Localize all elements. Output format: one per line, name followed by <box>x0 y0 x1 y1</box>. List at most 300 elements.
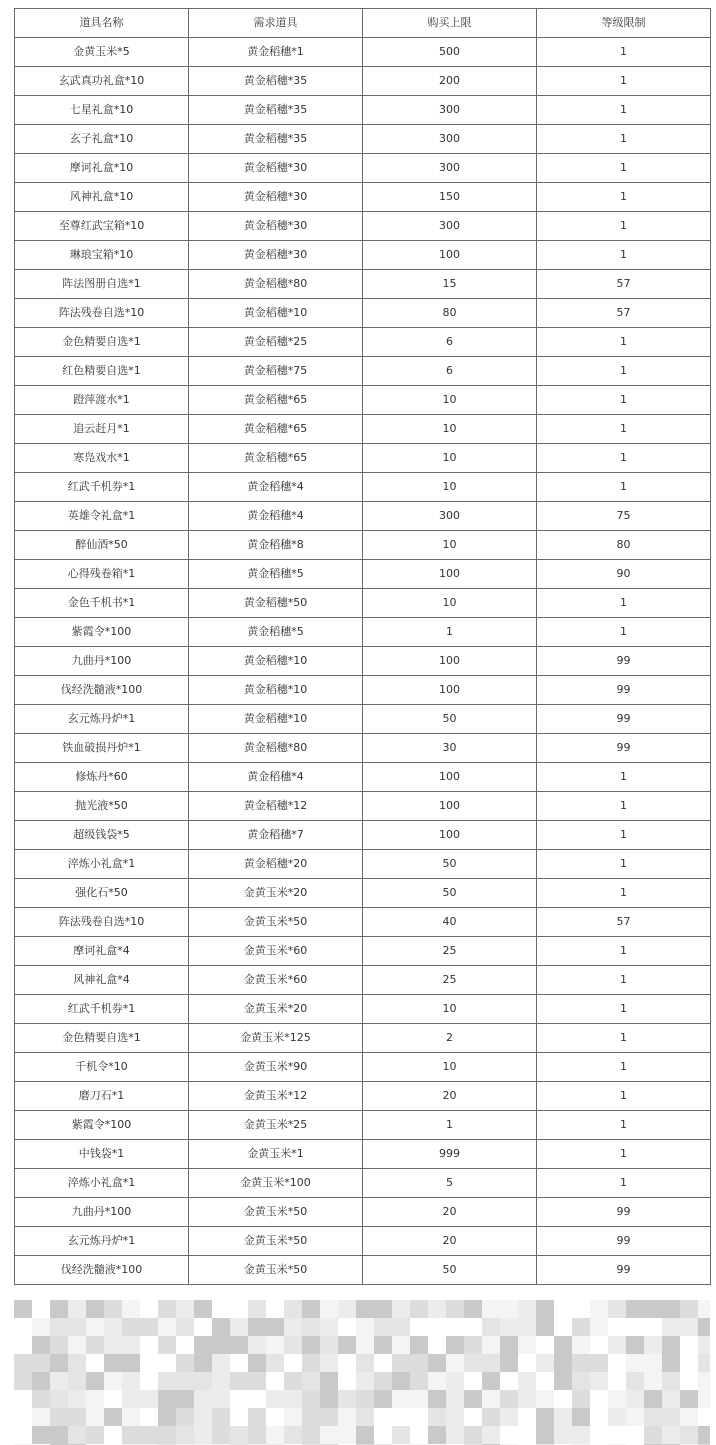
cell-item-name: 醉仙酒*50 <box>15 531 189 560</box>
mosaic-block <box>464 1300 482 1318</box>
table-row <box>15 1082 711 1111</box>
cell-purchase-limit: 10 <box>363 415 537 444</box>
mosaic-block <box>392 1318 410 1336</box>
cell-level-limit: 1 <box>537 328 711 357</box>
mosaic-block <box>662 1336 680 1354</box>
cell-purchase-limit: 100 <box>363 647 537 676</box>
table-row <box>15 444 711 473</box>
mosaic-block <box>482 1408 500 1426</box>
mosaic-block <box>194 1408 212 1426</box>
cell-item-name: 千机令*10 <box>15 1053 189 1082</box>
cell-purchase-limit: 6 <box>363 357 537 386</box>
mosaic-block <box>320 1336 338 1354</box>
mosaic-block <box>446 1354 464 1372</box>
cell-purchase-limit: 10 <box>363 995 537 1024</box>
mosaic-block <box>176 1372 194 1390</box>
mosaic-block <box>122 1336 140 1354</box>
cell-level-limit: 1 <box>537 212 711 241</box>
mosaic-block <box>230 1372 248 1390</box>
mosaic-block <box>86 1408 104 1426</box>
cell-purchase-limit: 10 <box>363 444 537 473</box>
mosaic-block <box>698 1318 710 1336</box>
mosaic-block <box>554 1372 572 1390</box>
mosaic-block <box>68 1426 86 1444</box>
mosaic-block <box>536 1408 554 1426</box>
table-row <box>15 1256 711 1285</box>
mosaic-block <box>518 1318 536 1336</box>
mosaic-block <box>86 1426 104 1444</box>
cell-purchase-limit: 10 <box>363 473 537 502</box>
mosaic-block <box>302 1336 320 1354</box>
cell-level-limit: 1 <box>537 966 711 995</box>
table-row <box>15 270 711 299</box>
mosaic-block <box>392 1300 410 1318</box>
mosaic-block <box>212 1354 230 1372</box>
cell-required-item: 黄金稻穗*4 <box>189 763 363 792</box>
cell-item-name: 红武千机券*1 <box>15 995 189 1024</box>
cell-purchase-limit: 20 <box>363 1198 537 1227</box>
cell-item-name: 阵法残卷自选*10 <box>15 299 189 328</box>
cell-purchase-limit: 40 <box>363 908 537 937</box>
mosaic-block <box>662 1354 680 1372</box>
cell-required-item: 黄金稻穗*1 <box>189 38 363 67</box>
cell-purchase-limit: 1 <box>363 1111 537 1140</box>
mosaic-block <box>104 1354 122 1372</box>
mosaic-block <box>32 1336 50 1354</box>
mosaic-block <box>500 1336 518 1354</box>
cell-purchase-limit: 50 <box>363 879 537 908</box>
table-row <box>15 1053 711 1082</box>
mosaic-block <box>428 1372 446 1390</box>
cell-item-name: 寒凫戏水*1 <box>15 444 189 473</box>
cell-required-item: 黄金稻穗*7 <box>189 821 363 850</box>
mosaic-block <box>248 1318 266 1336</box>
mosaic-block <box>518 1336 536 1354</box>
mosaic-block <box>644 1426 662 1444</box>
table-row <box>15 1227 711 1256</box>
mosaic-block <box>554 1426 572 1444</box>
mosaic-block <box>644 1372 662 1390</box>
mosaic-block <box>140 1318 158 1336</box>
mosaic-block <box>284 1336 302 1354</box>
mosaic-block <box>482 1318 500 1336</box>
mosaic-block <box>374 1372 392 1390</box>
cell-purchase-limit: 100 <box>363 560 537 589</box>
cell-required-item: 黄金稻穗*10 <box>189 705 363 734</box>
mosaic-block <box>572 1408 590 1426</box>
mosaic-block <box>698 1390 710 1408</box>
mosaic-block <box>482 1390 500 1408</box>
cell-item-name: 摩诃礼盒*4 <box>15 937 189 966</box>
mosaic-block <box>158 1426 176 1444</box>
shop-exchange-table <box>14 8 711 1285</box>
cell-purchase-limit: 25 <box>363 937 537 966</box>
cell-level-limit: 99 <box>537 1227 711 1256</box>
cell-purchase-limit: 10 <box>363 1053 537 1082</box>
cell-required-item: 金黄玉米*100 <box>189 1169 363 1198</box>
mosaic-block <box>680 1426 698 1444</box>
mosaic-block <box>410 1300 428 1318</box>
mosaic-block <box>104 1318 122 1336</box>
cell-item-name: 强化石*50 <box>15 879 189 908</box>
table-row <box>15 502 711 531</box>
mosaic-block <box>320 1426 338 1444</box>
mosaic-block <box>302 1390 320 1408</box>
cell-required-item: 金黄玉米*50 <box>189 1256 363 1285</box>
mosaic-block <box>572 1390 590 1408</box>
mosaic-block <box>338 1336 356 1354</box>
table-row <box>15 850 711 879</box>
mosaic-block <box>302 1318 320 1336</box>
cell-required-item: 金黄玉米*125 <box>189 1024 363 1053</box>
cell-level-limit: 1 <box>537 792 711 821</box>
mosaic-block <box>572 1336 590 1354</box>
mosaic-block <box>626 1354 644 1372</box>
mosaic-block <box>230 1336 248 1354</box>
mosaic-block <box>284 1372 302 1390</box>
cell-purchase-limit: 999 <box>363 1140 537 1169</box>
table-row <box>15 299 711 328</box>
cell-item-name: 淬炼小礼盒*1 <box>15 1169 189 1198</box>
cell-item-name: 中钱袋*1 <box>15 1140 189 1169</box>
mosaic-block <box>680 1318 698 1336</box>
cell-item-name: 英雄令礼盒*1 <box>15 502 189 531</box>
mosaic-block <box>32 1426 50 1444</box>
mosaic-block <box>176 1300 194 1318</box>
mosaic-block <box>212 1336 230 1354</box>
mosaic-block <box>266 1390 284 1408</box>
cell-item-name: 抛光液*50 <box>15 792 189 821</box>
mosaic-block <box>626 1372 644 1390</box>
cell-required-item: 黄金稻穗*5 <box>189 560 363 589</box>
table-row <box>15 328 711 357</box>
mosaic-block <box>158 1318 176 1336</box>
mosaic-block <box>680 1390 698 1408</box>
table-row <box>15 734 711 763</box>
cell-required-item: 黄金稻穗*25 <box>189 328 363 357</box>
mosaic-block <box>86 1372 104 1390</box>
mosaic-block <box>68 1372 86 1390</box>
mosaic-block <box>176 1318 194 1336</box>
table-row <box>15 589 711 618</box>
cell-item-name: 阵法残卷自选*10 <box>15 908 189 937</box>
table-row <box>15 560 711 589</box>
mosaic-block <box>680 1300 698 1318</box>
table-header-row <box>15 9 711 38</box>
table-row <box>15 1024 711 1053</box>
mosaic-block <box>644 1336 662 1354</box>
cell-item-name: 风神礼盒*4 <box>15 966 189 995</box>
mosaic-block <box>248 1408 266 1426</box>
cell-item-name: 紫霞令*100 <box>15 618 189 647</box>
cell-item-name: 九曲丹*100 <box>15 1198 189 1227</box>
cell-item-name: 铁血破损丹炉*1 <box>15 734 189 763</box>
mosaic-block <box>284 1300 302 1318</box>
mosaic-block <box>194 1354 212 1372</box>
cell-purchase-limit: 100 <box>363 676 537 705</box>
mosaic-block <box>374 1336 392 1354</box>
header-required-item: 需求道具 <box>189 9 363 38</box>
cell-item-name: 玄元炼丹炉*1 <box>15 1227 189 1256</box>
cell-level-limit: 1 <box>537 183 711 212</box>
mosaic-block <box>230 1426 248 1444</box>
cell-level-limit: 99 <box>537 676 711 705</box>
mosaic-block <box>392 1390 410 1408</box>
mosaic-block <box>500 1318 518 1336</box>
mosaic-block <box>122 1354 140 1372</box>
mosaic-block <box>446 1426 464 1444</box>
table-row <box>15 937 711 966</box>
cell-item-name: 心得残卷箱*1 <box>15 560 189 589</box>
cell-required-item: 黄金稻穗*65 <box>189 415 363 444</box>
mosaic-block <box>410 1336 428 1354</box>
cell-item-name: 琳琅宝箱*10 <box>15 241 189 270</box>
mosaic-block <box>572 1426 590 1444</box>
cell-item-name: 风神礼盒*10 <box>15 183 189 212</box>
mosaic-block <box>302 1408 320 1426</box>
mosaic-block <box>158 1390 176 1408</box>
mosaic-block <box>266 1336 284 1354</box>
cell-purchase-limit: 25 <box>363 966 537 995</box>
mosaic-block <box>446 1408 464 1426</box>
mosaic-block <box>68 1300 86 1318</box>
mosaic-block <box>536 1426 554 1444</box>
mosaic-block <box>194 1372 212 1390</box>
cell-purchase-limit: 300 <box>363 212 537 241</box>
cell-purchase-limit: 500 <box>363 38 537 67</box>
cell-purchase-limit: 300 <box>363 96 537 125</box>
cell-item-name: 摩诃礼盒*10 <box>15 154 189 183</box>
mosaic-block <box>554 1354 572 1372</box>
header-level-limit: 等级限制 <box>537 9 711 38</box>
mosaic-block <box>86 1390 104 1408</box>
table-row <box>15 1169 711 1198</box>
cell-level-limit: 1 <box>537 937 711 966</box>
mosaic-block <box>248 1354 266 1372</box>
mosaic-block <box>608 1390 626 1408</box>
mosaic-block <box>284 1408 302 1426</box>
mosaic-block <box>662 1300 680 1318</box>
table-row <box>15 1198 711 1227</box>
mosaic-block <box>500 1354 518 1372</box>
mosaic-block <box>212 1426 230 1444</box>
cell-level-limit: 1 <box>537 38 711 67</box>
mosaic-block <box>662 1408 680 1426</box>
cell-required-item: 黄金稻穗*80 <box>189 270 363 299</box>
cell-required-item: 黄金稻穗*65 <box>189 386 363 415</box>
mosaic-block <box>644 1300 662 1318</box>
cell-required-item: 黄金稻穗*35 <box>189 125 363 154</box>
table-row <box>15 473 711 502</box>
cell-item-name: 玄元炼丹炉*1 <box>15 705 189 734</box>
mosaic-block <box>122 1390 140 1408</box>
mosaic-block <box>572 1318 590 1336</box>
cell-required-item: 金黄玉米*50 <box>189 908 363 937</box>
mosaic-block <box>140 1426 158 1444</box>
mosaic-block <box>626 1300 644 1318</box>
cell-required-item: 金黄玉米*20 <box>189 995 363 1024</box>
table-row <box>15 966 711 995</box>
mosaic-block <box>284 1390 302 1408</box>
cell-item-name: 玄武真功礼盒*10 <box>15 67 189 96</box>
mosaic-block <box>68 1408 86 1426</box>
mosaic-block <box>104 1336 122 1354</box>
mosaic-block <box>176 1390 194 1408</box>
mosaic-block <box>320 1354 338 1372</box>
mosaic-block <box>320 1408 338 1426</box>
mosaic-block <box>302 1300 320 1318</box>
cell-level-limit: 1 <box>537 850 711 879</box>
mosaic-block <box>392 1426 410 1444</box>
table-row <box>15 386 711 415</box>
mosaic-block <box>554 1408 572 1426</box>
cell-required-item: 黄金稻穗*10 <box>189 676 363 705</box>
mosaic-block <box>662 1426 680 1444</box>
cell-required-item: 黄金稻穗*50 <box>189 589 363 618</box>
cell-purchase-limit: 50 <box>363 850 537 879</box>
cell-level-limit: 1 <box>537 415 711 444</box>
mosaic-block <box>356 1408 374 1426</box>
cell-item-name: 金黄玉米*5 <box>15 38 189 67</box>
mosaic-block <box>86 1318 104 1336</box>
cell-item-name: 至尊红武宝箱*10 <box>15 212 189 241</box>
cell-item-name: 伐经洗髓液*100 <box>15 676 189 705</box>
mosaic-block <box>608 1408 626 1426</box>
mosaic-block <box>176 1408 194 1426</box>
cell-level-limit: 1 <box>537 67 711 96</box>
mosaic-block <box>104 1408 122 1426</box>
cell-required-item: 黄金稻穗*30 <box>189 241 363 270</box>
mosaic-block <box>608 1336 626 1354</box>
table-row <box>15 154 711 183</box>
mosaic-block <box>32 1318 50 1336</box>
mosaic-block <box>68 1336 86 1354</box>
mosaic-block <box>194 1300 212 1318</box>
mosaic-block <box>320 1300 338 1318</box>
mosaic-block <box>266 1426 284 1444</box>
cell-required-item: 金黄玉米*60 <box>189 966 363 995</box>
mosaic-block <box>194 1426 212 1444</box>
cell-level-limit: 57 <box>537 299 711 328</box>
cell-level-limit: 1 <box>537 1111 711 1140</box>
mosaic-block <box>410 1390 428 1408</box>
mosaic-block <box>104 1372 122 1390</box>
mosaic-block <box>50 1300 68 1318</box>
mosaic-block <box>608 1300 626 1318</box>
header-item-name: 道具名称 <box>15 9 189 38</box>
mosaic-block <box>212 1318 230 1336</box>
table-row <box>15 531 711 560</box>
cell-level-limit: 1 <box>537 763 711 792</box>
cell-required-item: 黄金稻穗*10 <box>189 647 363 676</box>
cell-level-limit: 1 <box>537 125 711 154</box>
mosaic-block <box>626 1408 644 1426</box>
table-row <box>15 357 711 386</box>
cell-purchase-limit: 50 <box>363 1256 537 1285</box>
cell-level-limit: 1 <box>537 357 711 386</box>
mosaic-block <box>698 1336 710 1354</box>
mosaic-block <box>158 1372 176 1390</box>
mosaic-block <box>500 1390 518 1408</box>
mosaic-block <box>428 1408 446 1426</box>
table-row <box>15 647 711 676</box>
mosaic-block <box>68 1354 86 1372</box>
cell-level-limit: 1 <box>537 96 711 125</box>
cell-level-limit: 1 <box>537 995 711 1024</box>
cell-purchase-limit: 100 <box>363 763 537 792</box>
mosaic-block <box>302 1426 320 1444</box>
mosaic-block <box>698 1300 710 1318</box>
cell-purchase-limit: 100 <box>363 792 537 821</box>
table-row <box>15 241 711 270</box>
cell-level-limit: 90 <box>537 560 711 589</box>
mosaic-block <box>662 1372 680 1390</box>
mosaic-block <box>230 1318 248 1336</box>
cell-item-name: 超级钱袋*5 <box>15 821 189 850</box>
mosaic-block <box>698 1426 710 1444</box>
table-row <box>15 1140 711 1169</box>
cell-purchase-limit: 10 <box>363 386 537 415</box>
mosaic-block <box>500 1408 518 1426</box>
table-row <box>15 821 711 850</box>
mosaic-block <box>14 1300 32 1318</box>
cell-level-limit: 99 <box>537 1256 711 1285</box>
cell-item-name: 红色精要自选*1 <box>15 357 189 386</box>
mosaic-block <box>14 1372 32 1390</box>
cell-item-name: 追云赶月*1 <box>15 415 189 444</box>
cell-required-item: 黄金稻穗*12 <box>189 792 363 821</box>
cell-required-item: 金黄玉米*50 <box>189 1198 363 1227</box>
mosaic-block <box>518 1372 536 1390</box>
mosaic-block <box>320 1390 338 1408</box>
mosaic-block <box>392 1354 410 1372</box>
mosaic-block <box>626 1336 644 1354</box>
mosaic-block <box>302 1372 320 1390</box>
mosaic-block <box>410 1372 428 1390</box>
cell-required-item: 黄金稻穗*65 <box>189 444 363 473</box>
cell-item-name: 磨刀石*1 <box>15 1082 189 1111</box>
cell-required-item: 金黄玉米*60 <box>189 937 363 966</box>
cell-item-name: 九曲丹*100 <box>15 647 189 676</box>
cell-level-limit: 57 <box>537 908 711 937</box>
cell-required-item: 黄金稻穗*30 <box>189 212 363 241</box>
mosaic-block <box>50 1426 68 1444</box>
mosaic-block <box>320 1372 338 1390</box>
cell-required-item: 金黄玉米*20 <box>189 879 363 908</box>
cell-purchase-limit: 6 <box>363 328 537 357</box>
cell-item-name: 修炼丹*60 <box>15 763 189 792</box>
table-row <box>15 792 711 821</box>
table-row <box>15 96 711 125</box>
cell-item-name: 七星礼盒*10 <box>15 96 189 125</box>
mosaic-block <box>374 1318 392 1336</box>
mosaic-block <box>356 1318 374 1336</box>
table-row <box>15 67 711 96</box>
mosaic-block <box>158 1336 176 1354</box>
cell-level-limit: 1 <box>537 1082 711 1111</box>
mosaic-block <box>338 1426 356 1444</box>
mosaic-block <box>446 1300 464 1318</box>
cell-purchase-limit: 15 <box>363 270 537 299</box>
mosaic-block <box>212 1390 230 1408</box>
mosaic-block <box>302 1354 320 1372</box>
mosaic-block <box>392 1372 410 1390</box>
table-row <box>15 125 711 154</box>
mosaic-block <box>50 1408 68 1426</box>
cell-required-item: 金黄玉米*25 <box>189 1111 363 1140</box>
table-row <box>15 763 711 792</box>
cell-purchase-limit: 30 <box>363 734 537 763</box>
